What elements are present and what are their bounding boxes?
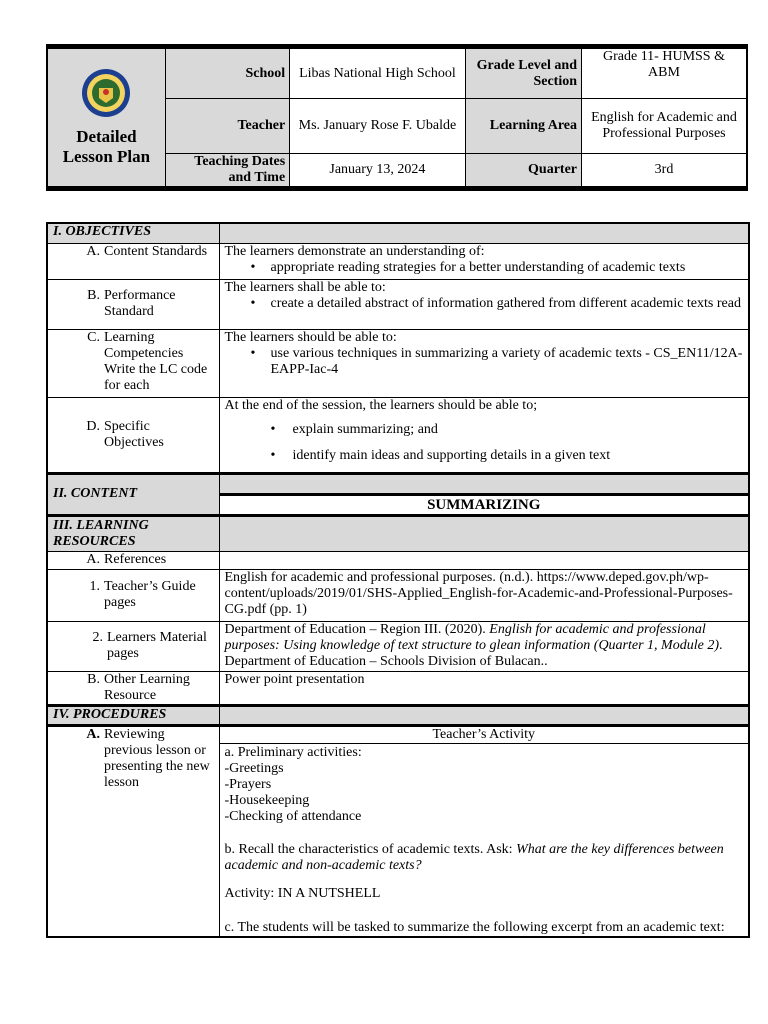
teacher-value: Ms. January Rose F. Ubalde <box>290 99 466 154</box>
content-standards-row: A. Content Standards The learners demonstrate an understanding of: • appropriate reading strategies for a better understanding of academic texts <box>47 243 749 279</box>
specific-objectives-row: D. Specific Objectives At the end of the session, the learners should be able to; • explain summarizing; and • identify main ideas and supporting details in a given text <box>47 397 749 473</box>
resources-heading: III. LEARNING RESOURCES <box>47 515 219 551</box>
lesson-plan-header <box>46 44 748 191</box>
teachers-guide-label: Teacher’s Guide pages <box>104 579 196 610</box>
recall-paragraph: b. Recall the characteristics of academic texts. Ask: What are the key differences between academic and non-academic texts? <box>224 841 724 873</box>
learners-material-label: Learners Material pages <box>107 630 207 661</box>
references-row: A. References <box>47 551 749 569</box>
list-item: • use various techniques in summarizing a variety of academic texts - CS_EN11/12A-EAPP-Iac-4 <box>225 346 744 378</box>
other-resources-row: B. Other Learning Resource Power point presentation <box>47 671 749 705</box>
procedure-step-row: A. Reviewing previous lesson or presenting the new lesson Teacher’s Activity a. Preliminary activities: -Greetings -Prayers -Housekeeping -Checking of attendance b. Recall the characteristics of academic texts. Ask: What are the key differences between academic and non-academic texts? Activity: IN A NUTSHELL c. The students will be tasked to summarize the following excerpt from an academic text: <box>47 725 749 937</box>
grade-value: Grade 11- HUMSS & ABM <box>582 47 748 99</box>
plan-title: Detailed Lesson Plan <box>62 127 151 166</box>
list-item: -Checking of attendance <box>224 808 362 824</box>
list-item: • appropriate reading strategies for a better understanding of academic texts <box>225 260 744 276</box>
teachers-guide-row: 1. Teacher’s Guide pages English for academic and professional purposes. (n.d.). https://www.deped.gov.ph/wp-content/uploads/2019/01/SHS-Applied_English-for-Academic-and-Professional-Purposes-CG.pdf (pp. 1) <box>47 569 749 621</box>
school-label: School <box>165 47 289 99</box>
list-item: -Housekeeping <box>224 792 310 808</box>
learning-competencies-row: C. Learning Competencies Write the LC code for each The learners should be able to: • use various techniques in summarizing a variety of academic texts - CS_EN11/12A-EAPP-Iac-4 <box>47 329 749 397</box>
deped-seal-icon <box>81 68 131 118</box>
procedures-heading: IV. PROCEDURES <box>47 705 219 725</box>
dates-label: Teaching Dates and Time <box>165 154 289 189</box>
content-heading: II. CONTENT <box>47 473 219 515</box>
teacher-label: Teacher <box>165 99 289 154</box>
references-label: References <box>104 551 167 567</box>
other-resources-label: Other Learning Resource <box>104 671 190 703</box>
list-item: • explain summarizing; and <box>225 422 744 438</box>
area-value: English for Academic and Professional Purposes <box>582 99 748 154</box>
objectives-heading: I. OBJECTIVES <box>47 223 219 243</box>
specific-objectives-label: Specific Objectives <box>104 418 164 450</box>
performance-standard-label: Performance Standard <box>104 288 176 319</box>
content-standards-label: Content Standards <box>104 243 208 259</box>
learners-material-row: 2. Learners Material pages Department of Education – Region III. (2020). English for academic and professional purposes: Using knowledge of text structure to glean information (Quarter 1, Module 2). Department of Education – Schools Division of Bulacan.. <box>47 621 749 671</box>
dates-value: January 13, 2024 <box>290 154 466 189</box>
list-item: -Greetings <box>224 760 284 776</box>
grade-label: Grade Level and Section <box>465 47 581 99</box>
lesson-plan-body <box>46 222 750 938</box>
performance-standard-row: B. Performance Standard The learners shall be able to: • create a detailed abstract of information gathered from different academic texts read <box>47 279 749 329</box>
task-paragraph: c. The students will be tasked to summarize the following excerpt from an academic text: <box>224 919 725 935</box>
list-item: • identify main ideas and supporting details in a given text <box>225 448 744 464</box>
list-item: -Prayers <box>224 776 272 792</box>
prelim-title: a. Preliminary activities: <box>224 744 362 760</box>
topic-title: SUMMARIZING <box>427 496 541 513</box>
area-label: Learning Area <box>465 99 581 154</box>
header-logo-cell <box>47 47 165 189</box>
quarter-label: Quarter <box>465 154 581 189</box>
teachers-guide-value: English for academic and professional purposes. (n.d.). https://www.deped.gov.ph/wp-content/uploads/2019/01/SHS-Applied_English-for-Academic-and-Professional-Purposes-CG.pdf (pp. 1) <box>219 569 749 621</box>
learning-competencies-label: Learning Competencies Write the LC code for each <box>104 329 208 393</box>
school-value: Libas National High School <box>290 47 466 99</box>
procedure-step-label: Reviewing previous lesson or presenting the new lesson <box>104 726 210 790</box>
activity-title: Activity: IN A NUTSHELL <box>224 885 381 901</box>
learners-material-value: Department of Education – Region III. (2020). English for academic and professional purposes: Using knowledge of text structure to glean information (Quarter 1, Module 2). Department of Education – Schools Division of Bulacan.. <box>219 621 749 671</box>
quarter-value: 3rd <box>582 154 748 189</box>
other-resources-value: Power point presentation <box>219 671 749 705</box>
activity-header: Teacher’s Activity <box>220 727 749 744</box>
list-item: • create a detailed abstract of information gathered from different academic texts read <box>225 296 744 312</box>
